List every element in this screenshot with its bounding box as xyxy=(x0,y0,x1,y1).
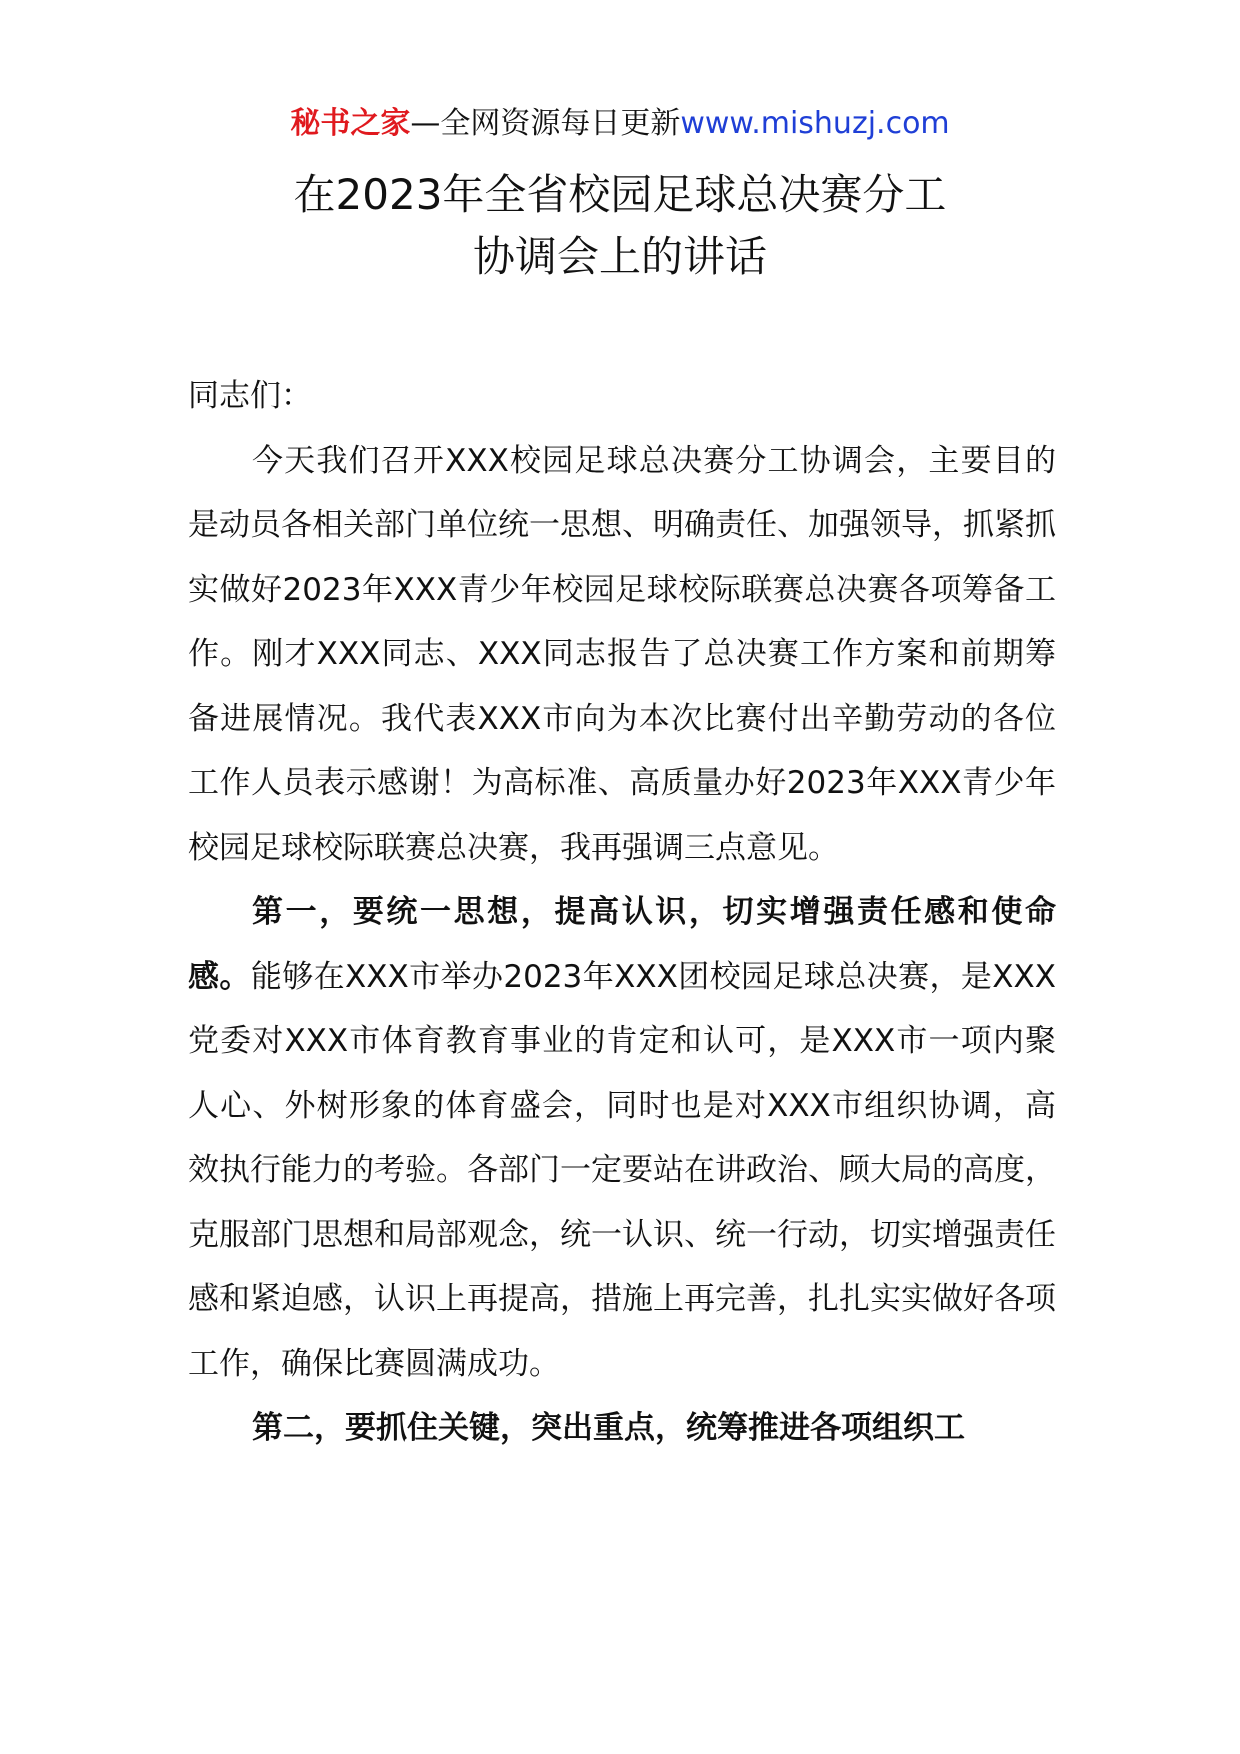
salutation: 同志们： xyxy=(188,378,312,414)
document-body xyxy=(188,364,1056,1461)
paragraph-2-lead: 第一，要统一思想，提高认识，切实增强责任感和使命感。 xyxy=(188,894,1056,995)
document-title xyxy=(0,164,1240,288)
site-url[interactable]: www.mishuzj.com xyxy=(680,106,950,141)
paragraph-3-lead: 第二，要抓住关键，突出重点，统筹推进各项组织工 xyxy=(252,1410,965,1446)
title-line-2: 协调会上的讲话 xyxy=(472,232,767,281)
title-line-1: 在2023年全省校园足球总决赛分工 xyxy=(293,170,947,219)
header-slogan: —全网资源每日更新 xyxy=(410,106,681,141)
site-header xyxy=(0,104,1240,144)
brand-name: 秘书之家 xyxy=(290,106,411,141)
paragraph-1: 今天我们召开XXX校园足球总决赛分工协调会，主要目的是动员各相关部门单位统一思想、明确责任、加强领导，抓紧抓实做好2023年XXX青少年校园足球校际联赛总决赛各项筹备工作。刚才XXX同志、XXX同志报告了总决赛工作方案和前期筹备进展情况。我代表XXX市向为本次比赛付出辛勤劳动的各位工作人员表示感谢！为高标准、高质量办好2023年XXX青少年校园足球校际联赛总决赛，我再强调三点意见。 xyxy=(188,442,1056,866)
paragraph-2-text: 能够在XXX市举办2023年XXX团校园足球总决赛，是XXX党委对XXX市体育教育事业的肯定和认可，是XXX市一项内聚人心、外树形象的体育盛会，同时也是对XXX市组织协调，高效执行能力的考验。各部门一定要站在讲政治、顾大局的高度，克服部门思想和局部观念，统一认识、统一行动，切实增强责任感和紧迫感，认识上再提高，措施上再完善，扎扎实实做好各项工作，确保比赛圆满成功。 xyxy=(188,958,1057,1382)
paragraph-3 xyxy=(188,1396,1056,1461)
paragraph-2 xyxy=(188,880,1056,1396)
